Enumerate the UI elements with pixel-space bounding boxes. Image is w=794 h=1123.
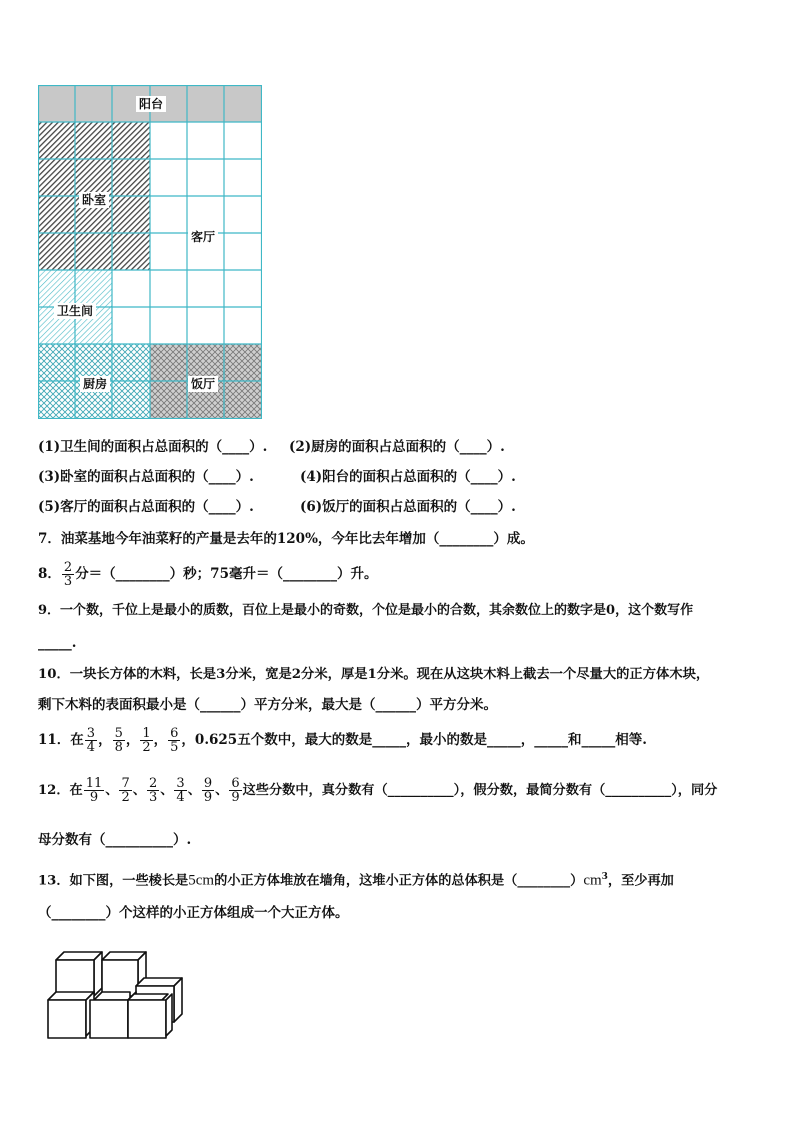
q6-part-5: (5)客厅的面积占总面积的（____）. [38, 499, 254, 515]
q6-part-6: (6)饭厅的面积占总面积的（____）. [300, 499, 516, 515]
q11-fraction-4: $\frac{6}{5}$ [170, 726, 179, 755]
bathroom-label: 卫生间 [54, 303, 96, 319]
volume-unit: cm [583, 872, 602, 889]
living-room-label: 客厅 [188, 229, 218, 245]
bedroom-label: 卧室 [79, 192, 109, 208]
floor-plan-grid [38, 85, 262, 419]
q11-fraction-2: $\frac{5}{8}$ [114, 726, 123, 755]
question-11: 11．在 $\frac{3}{4}$ ， $\frac{5}{8}$ ， $\frac{1}{2}$ ， $\frac{6}{5}$ ，0.625五个数中，最大的数是_____，最小的数是_____，_____和_____相等. [38, 726, 647, 755]
question-13-line-1: 13．如下图，一些棱长是5cm的小正方体堆放在墙角，这堆小正方体的总体积是$(\_\_\_\_\_\_\_\_)cm^3$，至少再加 [38, 872, 674, 889]
q8-number: 8． [38, 566, 61, 582]
question-12: 12．在 $\frac{11}{9}$ 、 $\frac{7}{2}$ 、 $\frac{2}{3}$ 、 $\frac{3}{4}$ 、 $\frac{9}{9}$ 、 $\frac{6}{9}$ 这些分数中，真分数有（__________），假分数，最简分数有（__________），同分 [38, 776, 718, 805]
question-10-line-1: 10．一块长方体的木料，长是3分米，宽是2分米，厚是1分米。现在从这块木料上截去一个尽量大的正方体木块， [38, 667, 710, 682]
q8-text: 分＝（________）秒；75毫升＝（________）升。 [75, 566, 378, 582]
q6-part-3: (3)卧室的面积占总面积的（____）. [38, 469, 254, 485]
q8-fraction: $\frac{2}{3}$ [63, 560, 73, 589]
balcony-label: 阳台 [136, 96, 166, 112]
q12-fraction-2: $\frac{7}{2}$ [121, 776, 130, 805]
q12-number: 12．在 [38, 783, 83, 798]
edge-length-unit: 5cm [188, 872, 215, 889]
q6-part-2: (2)厨房的面积占总面积的（____）. [289, 439, 505, 455]
question-7: 7．油菜基地今年油菜籽的产量是去年的120%，今年比去年增加（________）成。 [38, 531, 534, 547]
q11-fraction-3: $\frac{1}{2}$ [142, 726, 151, 755]
question-12-line-2: 母分数有（__________）. [38, 832, 192, 848]
q6-part-4: (4)阳台的面积占总面积的（____）. [300, 469, 516, 485]
question-13-line-2: （________）个这样的小正方体组成一个大正方体。 [38, 905, 349, 921]
q12-fraction-3: $\frac{2}{3}$ [148, 776, 158, 805]
q12-fraction-4: $\frac{3}{4}$ [176, 776, 185, 805]
q12-text: 这些分数中，真分数有（__________），假分数，最简分数有（__________），同分 [242, 783, 718, 798]
question-9-line-1: 9．一个数，千位上是最小的质数，百位上是最小的奇数，个位是最小的合数，其余数位上的数字是0，这个数写作 [38, 603, 694, 618]
question-8 [38, 558, 377, 590]
q12-fraction-1: $\frac{11}{9}$ [85, 776, 103, 805]
q12-fraction-6: $\frac{6}{9}$ [231, 776, 240, 805]
cube-stack-figure [44, 940, 186, 1042]
q12-fraction-5: $\frac{9}{9}$ [203, 776, 213, 805]
q11-text: ，0.625五个数中，最大的数是_____，最小的数是_____，_____和_____相等. [181, 732, 647, 748]
question-10-line-2: 剩下木料的表面积最小是（______）平方分米，最大是（______）平方分米。 [38, 697, 497, 713]
dining-room-label: 饭厅 [188, 376, 218, 392]
question-9-line-2: _____. [38, 635, 77, 651]
q11-fraction-1: $\frac{3}{4}$ [86, 726, 96, 755]
q11-number: 11．在 [38, 732, 84, 748]
q6-part-1: (1)卫生间的面积占总面积的（____）. [38, 439, 268, 455]
kitchen-label: 厨房 [80, 376, 110, 392]
